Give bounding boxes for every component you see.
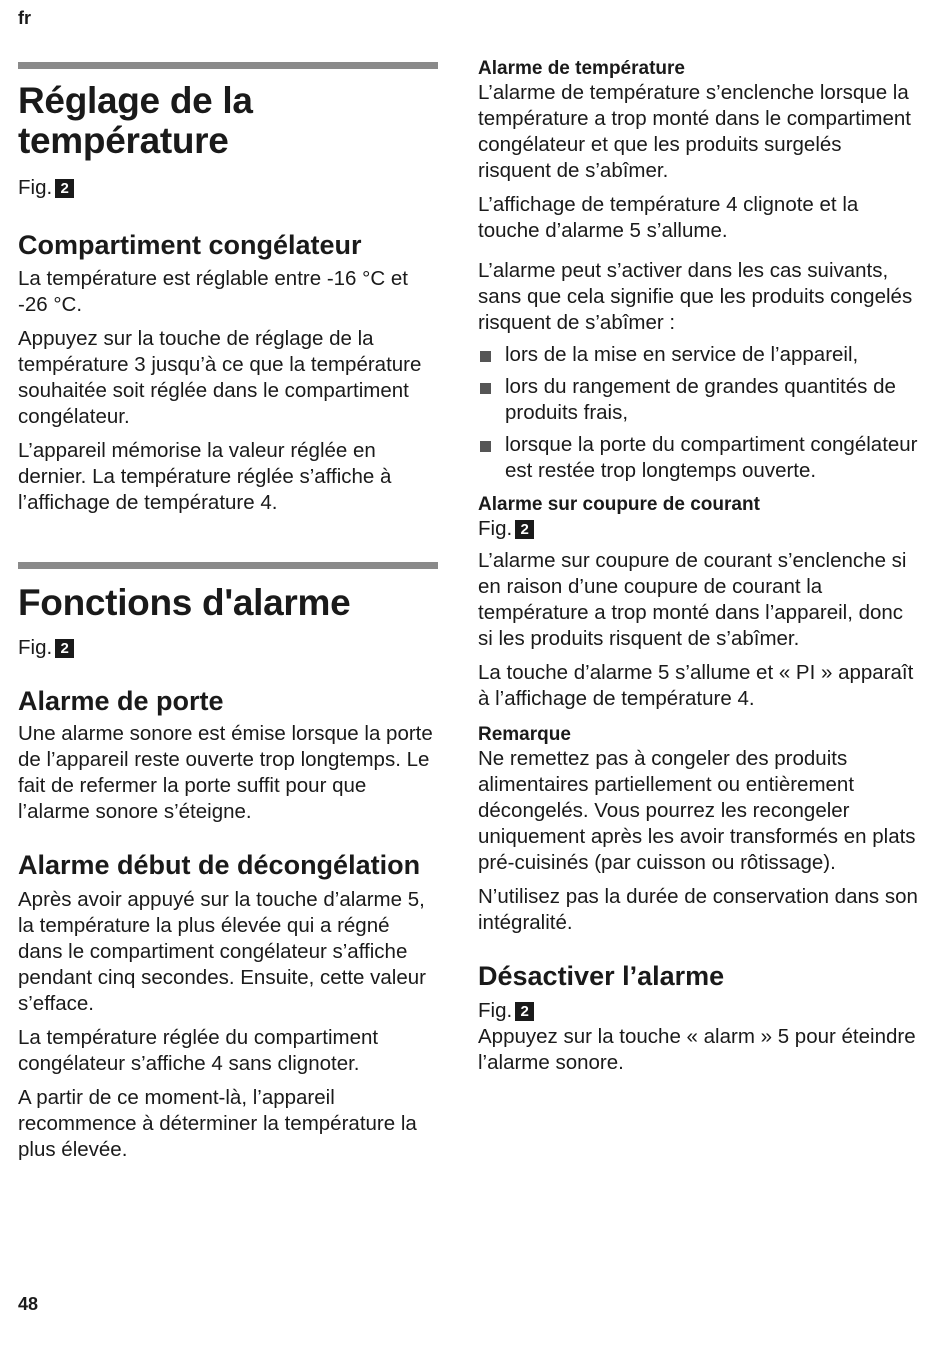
- paragraph: La touche d’alarme 5 s’allume et « PI » apparaît à l’affichage de température 4.: [478, 661, 914, 710]
- bullet-square-icon: [480, 441, 491, 452]
- right-column: [478, 0, 918, 1076]
- paragraph: L’alarme sur coupure de courant s’enclenche si en raison d’une coupure de courant la température a trop monté dans l’appareil, donc si les produits risquent de s’abîmer.: [478, 549, 907, 650]
- paragraph: L’alarme peut s’activer dans les cas suivants, sans que cela signifie que les produits congelés risquent de s’abîmer :: [478, 259, 913, 334]
- figure-number-badge: 2: [515, 520, 534, 539]
- list-item: lors du rangement de grandes quantités de produits frais,: [478, 374, 918, 426]
- paragraph: Appuyez sur la touche « alarm » 5 pour éteindre l’alarme sonore.: [478, 1025, 916, 1074]
- heading-disable-alarm: Désactiver l’alarme: [478, 961, 725, 991]
- heading-power-failure-alarm: Alarme sur coupure de courant: [478, 494, 760, 515]
- section-rule: [18, 62, 438, 69]
- section-title-alarm-functions: Fonctions d'alarme: [18, 582, 351, 623]
- figure-number-badge: 2: [55, 639, 74, 658]
- paragraph: Ne remettez pas à congeler des produits alimentaires partiellement ou entièrement décongelés. Vous pourrez les recongeler uniquement après les avoir transformés en plats pré-cuisinés (par cuisson ou rôtissage).: [478, 747, 916, 874]
- heading-door-alarm: Alarme de porte: [18, 686, 224, 716]
- list-item: lors de la mise en service de l’appareil,: [478, 342, 918, 368]
- paragraph: N’utilisez pas la durée de conservation dans son intégralité.: [478, 885, 918, 934]
- bullet-square-icon: [480, 383, 491, 394]
- language-marker: fr: [18, 8, 31, 28]
- figure-number-badge: 2: [55, 179, 74, 198]
- heading-freezer-compartment: Compartiment congélateur: [18, 230, 362, 260]
- paragraph: L’affichage de température 4 clignote et la touche d’alarme 5 s’allume.: [478, 193, 859, 242]
- figure-number-badge: 2: [515, 1002, 534, 1021]
- alarm-cases-list: [478, 342, 918, 484]
- paragraph: La température réglée du compartiment congélateur s’affiche 4 sans clignoter.: [18, 1026, 379, 1075]
- paragraph: Appuyez sur la touche de réglage de la température 3 jusqu’à ce que la température souhaitée soit réglée dans le compartiment congélateur.: [18, 327, 422, 428]
- paragraph: Une alarme sonore est émise lorsque la porte de l’appareil reste ouverte trop longtemps. Le fait de refermer la porte suffit pour que l’alarme sonore s’éteigne.: [18, 722, 433, 823]
- page-number: 48: [18, 1294, 39, 1314]
- heading-note: Remarque: [478, 724, 571, 745]
- section-title-temperature: Réglage de la température: [18, 80, 253, 161]
- paragraph: L’appareil mémorise la valeur réglée en dernier. La température réglée s’affiche à l’affichage de température 4.: [18, 439, 392, 514]
- figure-reference: Fig. 2: [478, 516, 918, 542]
- left-column: [18, 0, 438, 1163]
- list-item: lorsque la porte du compartiment congélateur est restée trop longtemps ouverte.: [478, 432, 918, 484]
- bullet-square-icon: [480, 351, 491, 362]
- heading-defrost-alarm: Alarme début de décongélation: [18, 850, 421, 880]
- heading-temperature-alarm: Alarme de température: [478, 58, 685, 79]
- paragraph: L’alarme de température s’enclenche lorsque la température a trop monté dans le compartiment congélateur et que les produits surgelés risquent de s’abîmer.: [478, 81, 911, 182]
- figure-reference: Fig. 2: [18, 175, 438, 201]
- paragraph: Après avoir appuyé sur la touche d’alarme 5, la température la plus élevée qui a régné dans le compartiment congélateur s’affiche pendant cinq secondes. Ensuite, cette valeur s’efface.: [18, 888, 426, 1015]
- figure-reference: Fig. 2: [18, 635, 438, 661]
- figure-reference: Fig. 2: [478, 998, 918, 1024]
- paragraph: La température est réglable entre -16 °C et -26 °C.: [18, 267, 408, 316]
- paragraph: A partir de ce moment-là, l’appareil recommence à déterminer la température la plus élevée.: [18, 1086, 417, 1161]
- section-rule: [18, 562, 438, 569]
